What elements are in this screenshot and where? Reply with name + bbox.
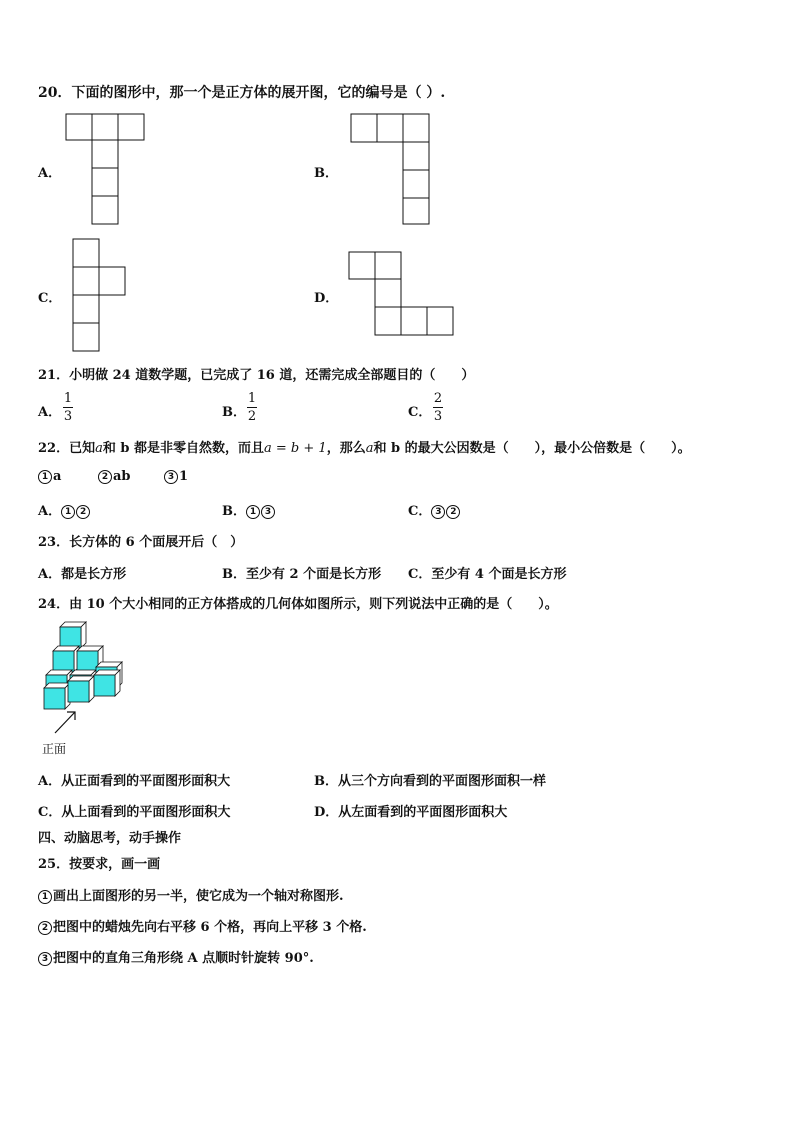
circled-number: 1: [246, 505, 260, 519]
q23-option-b[interactable]: B．至少有 2 个面是长方形: [222, 567, 382, 582]
q21-option-b-label[interactable]: B．: [222, 405, 246, 420]
q23-stem: 23．长方体的 6 个面展开后（ ）: [38, 535, 244, 550]
numerator: 2: [433, 391, 443, 406]
q24-option-c[interactable]: C．从上面看到的平面图形面积大: [38, 805, 231, 820]
circled-number: 3: [261, 505, 275, 519]
option-label: B．: [222, 504, 246, 519]
option-label: A．: [38, 504, 62, 519]
denominator: 2: [247, 409, 257, 424]
circled-number: 2: [98, 470, 112, 484]
q22-option-b[interactable]: [222, 500, 276, 519]
q22-option-c[interactable]: [408, 500, 461, 519]
front-label: 正面: [42, 742, 67, 756]
q24-option-d[interactable]: D．从左面看到的平面图形面积大: [314, 805, 508, 820]
circled-number: 2: [38, 921, 52, 935]
circled-number: 1: [61, 505, 75, 519]
q22-part2: 和 b 都是非零自然数，而且: [102, 441, 265, 456]
q20-option-d-label[interactable]: D．: [314, 291, 339, 306]
q22-part3: ，那么: [326, 441, 366, 456]
q21-option-a-label[interactable]: A．: [38, 405, 62, 420]
front-arrow-icon: [52, 706, 82, 736]
item-text: a: [53, 469, 62, 484]
circled-number: 1: [38, 890, 52, 904]
circled-number: 3: [38, 952, 52, 966]
q23-option-a[interactable]: A．都是长方形: [38, 567, 127, 582]
q22-part4: 和 b 的最大公因数是（ ），最小公倍数是（ ）。: [373, 441, 691, 456]
q20-option-b-label[interactable]: B．: [314, 166, 338, 181]
q25-item-3: [38, 947, 314, 966]
circled-number: 2: [76, 505, 90, 519]
q24-option-b[interactable]: B．从三个方向看到的平面图形面积一样: [314, 774, 546, 789]
circled-number: 3: [164, 470, 178, 484]
denominator: 3: [433, 409, 443, 424]
denominator: 3: [63, 409, 73, 424]
q22-formula: a = b + 1: [264, 441, 327, 456]
q21-option-c-fraction: [433, 391, 443, 424]
q22-item-3: [164, 469, 188, 484]
item-text: 画出上面图形的另一半，使它成为一个轴对称图形.: [53, 889, 344, 904]
q22-item-2: [98, 469, 131, 484]
q22-part1: 22．已知: [38, 441, 96, 456]
q20-option-c-label[interactable]: C．: [38, 291, 62, 306]
q22-var-a-2: a: [365, 441, 374, 456]
q21-option-b-fraction: [247, 391, 257, 424]
numerator: 1: [63, 391, 73, 406]
section-heading: 四、动脑思考，动手操作: [38, 831, 182, 846]
option-label: C．: [408, 504, 432, 519]
net-d: [0, 0, 794, 400]
circled-number: 1: [38, 470, 52, 484]
q24-stem: 24．由 10 个大小相同的正方体搭成的几何体如图所示，则下列说法中正确的是（ ）。: [38, 597, 558, 612]
q22-var-a: a: [95, 441, 103, 456]
q20-stem: 20．下面的图形中，那一个是正方体的展开图，它的编号是（ ）.: [38, 85, 446, 101]
q25-item-2: [38, 916, 367, 935]
q22-stem: [38, 437, 691, 456]
item-text: ab: [113, 469, 131, 484]
item-text: 1: [179, 469, 189, 484]
q21-option-c-label[interactable]: C．: [408, 405, 432, 420]
q20-option-a-label[interactable]: A．: [38, 166, 62, 181]
numerator: 1: [247, 391, 257, 406]
q22-item-1: [38, 469, 61, 484]
q25-item-1: [38, 885, 344, 904]
q21-option-a-fraction: [63, 391, 73, 424]
item-text: 把图中的蜡烛先向右平移 6 个格，再向上平移 3 个格.: [53, 920, 367, 935]
circled-number: 3: [431, 505, 445, 519]
item-text: 把图中的直角三角形绕 A 点顺时针旋转 90°.: [53, 951, 314, 966]
q23-option-c[interactable]: C．至少有 4 个面是长方形: [408, 567, 567, 582]
circled-number: 2: [446, 505, 460, 519]
q21-stem: 21．小明做 24 道数学题，已完成了 16 道，还需完成全部题目的（ ）: [38, 368, 475, 383]
q22-option-a[interactable]: [38, 500, 91, 519]
q24-option-a[interactable]: A．从正面看到的平面图形面积大: [38, 774, 231, 789]
q25-stem: 25．按要求，画一画: [38, 857, 161, 872]
